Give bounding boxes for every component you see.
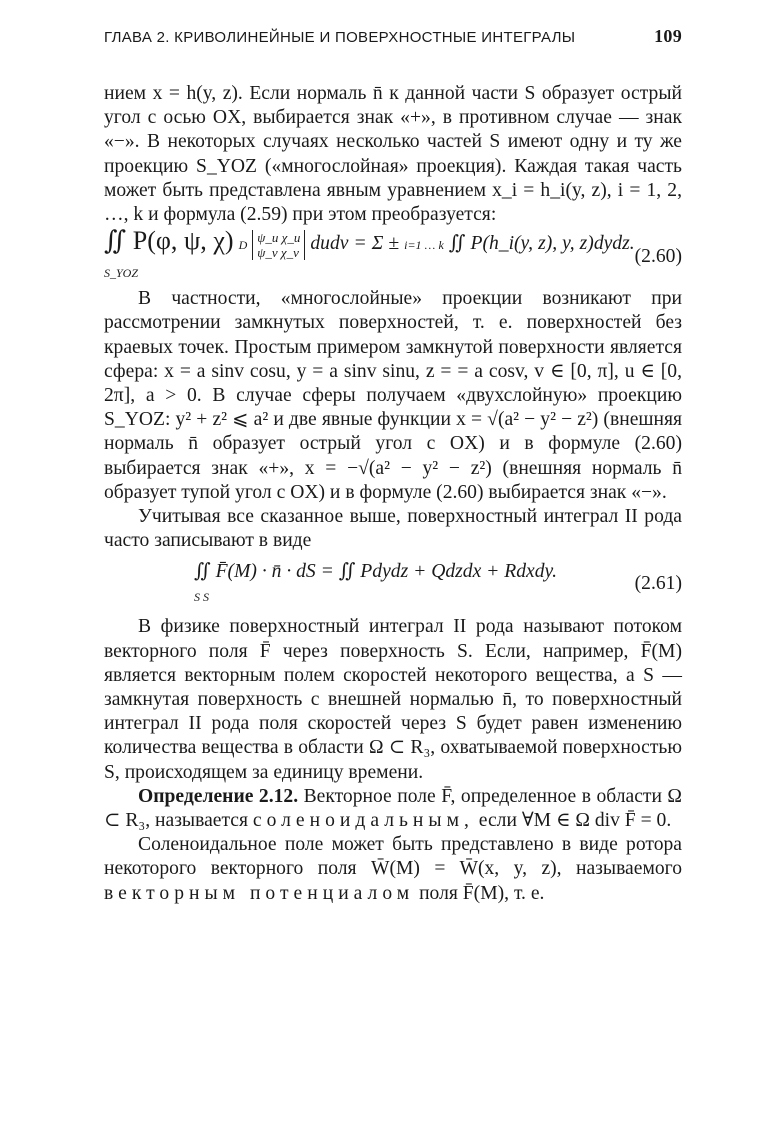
paragraph-5: [104, 833, 682, 906]
formula-2-60-rhs-domain: S_YOZ: [104, 265, 139, 280]
paragraph-5-term: векторным потенциалом: [104, 882, 415, 904]
formula-2-60: [104, 226, 682, 285]
formula-2-60-middle: dudv = Σ ±: [310, 233, 400, 255]
formula-2-60-lhs: ∬ P(φ, ψ, χ): [104, 226, 234, 256]
definition-title: Определение 2.12.: [138, 785, 299, 807]
paragraph-3: Учитывая все сказанное выше, поверхностный интеграл II рода часто записывают в виде: [104, 506, 682, 552]
definition-2-12: [104, 785, 682, 833]
determinant-row-2: ψ_v χ_v: [257, 244, 299, 260]
determinant-row-1: ψ_u χ_u: [257, 229, 301, 245]
paragraph-4: В физике поверхностный интеграл II рода называют потоком векторного поля F̄ через поверхность S. Если, например, F̄(M) является векторным полем скоростей некоторого вещества, а S — замкнутая поверхность с внешней нормалью n̄, то поверхностный интеграл II рода поля скоростей через S будет равен изменению количества вещества в области Ω ⊂ R₃, охватываемой поверхностью S, происходящем за единицу времени.: [104, 616, 682, 783]
formula-2-61: [104, 555, 682, 613]
formula-2-60-number: (2.60): [634, 246, 682, 268]
definition-text-after: если ∀M ∈ Ω div F̄ = 0.: [478, 810, 672, 832]
formula-2-60-rhs: ∬ P(h_i(y, z), y, z)dydz.: [448, 233, 635, 255]
formula-2-60-lhs-domain: D: [238, 238, 248, 253]
formula-2-60-sum-limits: i=1 … k: [404, 238, 444, 253]
body-text: [104, 82, 682, 906]
formula-2-61-body: ∬ F̄(M) · n̄ · dS = ∬ Pdydz + Qdzdx + Rdxdy.: [194, 560, 558, 582]
formula-2-61-domain: S S: [194, 589, 209, 604]
paragraph-1: нием x = h(y, z). Если нормаль n̄ к данной части S образует острый угол с осью OX, выбирается знак «+», в противном случае — знак «−». В некоторых случаях несколько частей S имеют одну и ту же проекцию S_YOZ («многослойная» проекция). Каждая такая часть может быть представлена явным уравнением x_i = h_i(y, z), i = 1, 2, …, k и формула (2.59) при этом преобразуется:: [104, 83, 682, 226]
page-number: 109: [654, 26, 682, 46]
paragraph-2: В частности, «многослойные» проекции возникают при рассмотрении замкнутых поверхностей, т. е. поверхностей без краевых точек. Простым примером замкнутой поверхности является сфера: x = a sinv cosu, y = a sinv sinu, z = = a cosv, v ∈ [0, π], u ∈ [0, 2π], a > 0. В случае сферы получаем «двухслойную» проекцию S_YOZ: y² + z² ⩽ a² и две явные функции x = √(a² − y² − z²) (внешняя нормаль n̄ образует острый угол с OX) и в формуле (2.60) выбирается знак «+», x = −√(a² − y² − z²) (внешняя нормаль n̄ образует тупой угол с OX) и в формуле (2.60) выбирается знак «−».: [104, 288, 682, 503]
jacobian-determinant: [252, 230, 305, 260]
definition-term: соленоидальным,: [252, 810, 474, 832]
chapter-title: ГЛАВА 2. КРИВОЛИНЕЙНЫЕ И ПОВЕРХНОСТНЫЕ ИНТЕГРАЛЫ: [104, 29, 576, 46]
formula-2-61-number: (2.61): [634, 573, 682, 595]
paragraph-5-before: Соленоидальное поле может быть представлено в виде ротора некоторого векторного поля W̄(M) = W̄(x, y, z), называемого: [104, 834, 682, 880]
definition-text-before: Векторное поле F̄, определенное в области Ω ⊂ R₃, называется: [104, 785, 682, 832]
paragraph-5-after: поля F̄(M), т. е.: [419, 882, 545, 904]
running-header: [104, 26, 682, 47]
